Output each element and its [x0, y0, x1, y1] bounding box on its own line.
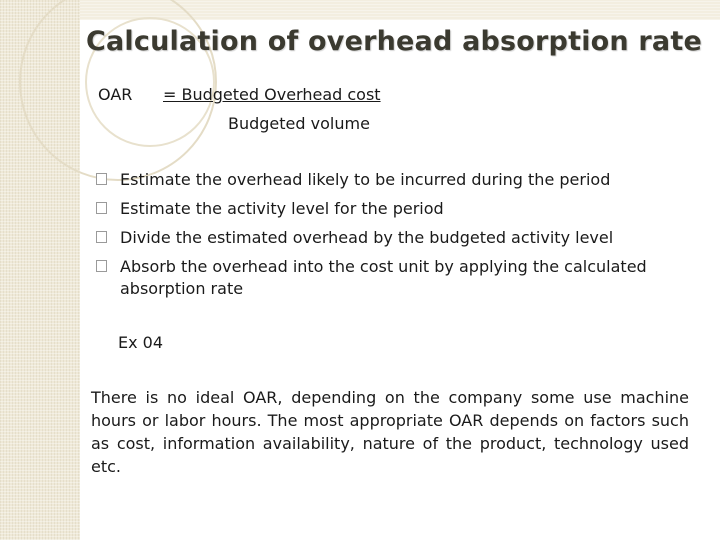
explanation-paragraph: There is no ideal OAR, depending on the company some use machine hours or labor hours. The most appropriate OAR depends on factors such as cost, information availability, nature of the product, technology used etc.	[91, 388, 689, 476]
list-item	[96, 256, 696, 300]
bullet-text: Estimate the overhead likely to be incurred during the period	[120, 170, 611, 189]
top-decorative-strip	[80, 0, 720, 20]
list-item	[96, 198, 696, 220]
square-bullet-icon	[96, 260, 107, 272]
steps-list	[96, 169, 696, 307]
square-bullet-icon	[96, 173, 107, 185]
formula-numerator: = Budgeted Overhead cost	[163, 85, 381, 104]
list-item	[96, 169, 696, 191]
bullet-text: Absorb the overhead into the cost unit by applying the calculated absorption rate	[120, 257, 647, 298]
square-bullet-icon	[96, 231, 107, 243]
list-item	[96, 227, 696, 249]
example-label: Ex 04	[118, 333, 164, 352]
square-bullet-icon	[96, 202, 107, 214]
bullet-text: Divide the estimated overhead by the budgeted activity level	[120, 228, 614, 247]
slide-title: Calculation of overhead absorption rate	[86, 26, 702, 57]
formula-denominator: Budgeted volume	[228, 114, 370, 133]
bullet-text: Estimate the activity level for the period	[120, 199, 444, 218]
formula-label: OAR	[98, 85, 133, 104]
left-decorative-strip	[0, 0, 80, 540]
